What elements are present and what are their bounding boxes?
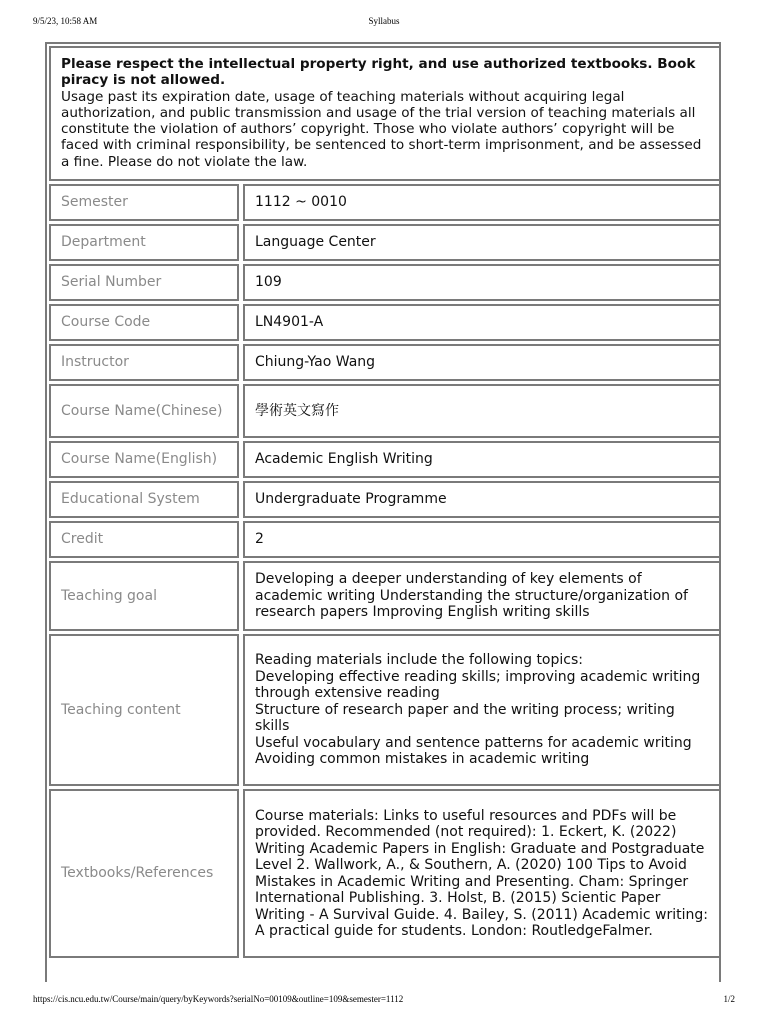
teaching-content-line: Reading materials include the following topics: bbox=[255, 652, 583, 669]
row-semester bbox=[49, 184, 721, 221]
row-teaching-goal bbox=[49, 561, 721, 631]
print-footer bbox=[33, 994, 735, 1004]
row-course-code bbox=[49, 304, 721, 341]
label-course-name-chinese: Course Name(Chinese) bbox=[49, 384, 239, 438]
value-course-name-chinese: 學術英文寫作 bbox=[243, 384, 721, 438]
row-serial-number bbox=[49, 264, 721, 301]
row-textbooks bbox=[49, 789, 721, 958]
copyright-notice bbox=[49, 46, 721, 181]
label-serial-number: Serial Number bbox=[49, 264, 239, 301]
label-course-name-english: Course Name(English) bbox=[49, 441, 239, 478]
label-teaching-goal: Teaching goal bbox=[49, 561, 239, 631]
value-teaching-goal: Developing a deeper understanding of key elements of academic writing Understanding the structure/organization of research papers Improving English writing skills bbox=[243, 561, 721, 631]
notice-bold-text: Please respect the intellectual property right, and use authorized textbooks. Book piracy is not allowed. bbox=[61, 56, 696, 89]
value-semester: 1112 ~ 0010 bbox=[243, 184, 721, 221]
label-textbooks: Textbooks/References bbox=[49, 789, 239, 958]
value-educational-system: Undergraduate Programme bbox=[243, 481, 721, 518]
teaching-content-line: Structure of research paper and the writing process; writing skills bbox=[255, 701, 675, 735]
teaching-content-line: Developing effective reading skills; improving academic writing through extensive reading bbox=[255, 668, 701, 702]
row-credit bbox=[49, 521, 721, 558]
teaching-content-line: Avoiding common mistakes in academic writing bbox=[255, 751, 590, 768]
row-course-name-english bbox=[49, 441, 721, 478]
label-instructor: Instructor bbox=[49, 344, 239, 381]
row-instructor bbox=[49, 344, 721, 381]
value-serial-number: 109 bbox=[243, 264, 721, 301]
print-header bbox=[33, 16, 735, 26]
value-course-code: LN4901-A bbox=[243, 304, 721, 341]
row-department bbox=[49, 224, 721, 261]
label-teaching-content: Teaching content bbox=[49, 634, 239, 786]
print-url[interactable]: https://cis.ncu.edu.tw/Course/main/query/byKeywords?serialNo=00109&outline=109&semester=1112 bbox=[33, 994, 404, 1004]
label-educational-system: Educational System bbox=[49, 481, 239, 518]
value-textbooks: Course materials: Links to useful resources and PDFs will be provided. Recommended (not required): 1. Eckert, K. (2022) Writing Academic Papers in English: Graduate and Postgraduate Level 2. Wallwork, A., & Southern, A. (2020) 100 Tips to Avoid Mistakes in Academic Writing and Presenting. Cham: Springer International Publishing. 3. Holst, B. (2015) Scientic Paper Writing - A Survival Guide. 4. Bailey, S. (2011) Academic writing: A practical guide for students. London: RoutledgeFalmer. bbox=[243, 789, 721, 958]
value-teaching-content bbox=[243, 634, 721, 786]
row-course-name-chinese bbox=[49, 384, 721, 438]
label-department: Department bbox=[49, 224, 239, 261]
teaching-content-line: Useful vocabulary and sentence patterns for academic writing bbox=[255, 734, 692, 751]
row-teaching-content bbox=[49, 634, 721, 786]
value-credit: 2 bbox=[243, 521, 721, 558]
print-datetime: 9/5/23, 10:58 AM bbox=[33, 16, 98, 26]
label-credit: Credit bbox=[49, 521, 239, 558]
value-department: Language Center bbox=[243, 224, 721, 261]
print-page-number: 1/2 bbox=[723, 994, 735, 1004]
label-semester: Semester bbox=[49, 184, 239, 221]
value-course-name-english: Academic English Writing bbox=[243, 441, 721, 478]
label-course-code: Course Code bbox=[49, 304, 239, 341]
value-instructor: Chiung-Yao Wang bbox=[243, 344, 721, 381]
row-educational-system bbox=[49, 481, 721, 518]
notice-text: Usage past its expiration date, usage of teaching materials without acquiring legal authorization, and public transmission and usage of the trial version of teaching materials all constitute the violation of authors’ copyright. Those who violate authors’ copyright will be faced with criminal responsibility, be sentenced to short-term imprisonment, and be assessed a fine. Please do not violate the law. bbox=[61, 88, 702, 170]
print-title: Syllabus bbox=[368, 16, 400, 26]
